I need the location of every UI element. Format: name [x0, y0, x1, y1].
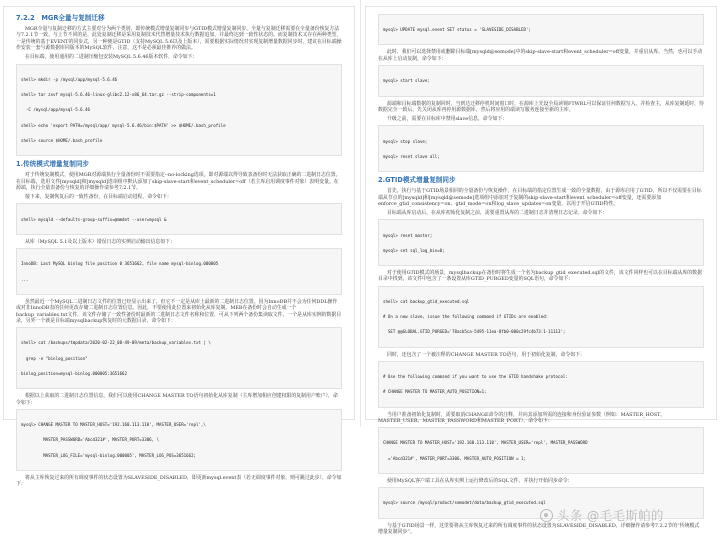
- code-line: ...: [21, 276, 29, 282]
- code-line: InnoDB: Last MySQL binlog file position 0 3651662, file name mysql-binlog.000005: [21, 261, 219, 267]
- paragraph: MGR全量与复制迁移的方式主要对分为两个类别，即传统模式增量复制同步与GTID模式增量复制同步。全量与复制迁移需要在全量备份恢复方法与7.2.1节一致。与上节不同的是，此处复制迁移是采用复制技术代替增量技术执行数据追加，并最终达到一致性状态的。而复制技术又存在两种类型，一是传统的基于EVENT的同步式，另一种便是GTID（支持MySQL 5.6以及上版本），需要根据实际情况对实现复制增量数据同步时，建议在目标端操作安装一套与源数据库同版本的MySQL软件，注意，这不是必须最佳推荐的做法。: [16, 26, 342, 52]
- paragraph: 从库（MySQL 5.1及以上版本）错误日志的实例启动输出信息如下：: [25, 238, 175, 245]
- code-block: [378, 125, 704, 172]
- paragraph: 首先，执行与基于GTID场景相同的全量备份与恢复操作，在目标端的指定位置生成一致的全量数据，由于源库启用了GTID，所以不仅需要在目标端从节点的[mysqld]和[mysqld@semode]选项组中添加对于复制的skip-slave-start和event_scheduler=off变量，还需要添加enforce_gtid_consistency=on、gtid_mode=on和log_slave_updates=on变量，以用于开启GTID特性。: [378, 188, 702, 207]
- section-title: 7.2.2 MGR全量与复制迁移: [16, 14, 105, 22]
- code-block: [378, 219, 704, 266]
- paragraph: 此时，我们可以选择禁用或删除目标端[mysqld@semode]中的skip-slave-start和event_scheduler=off变量，并重启从库。当然，也可以手动在从库上启动复制，命令如下：: [378, 49, 703, 62]
- paragraph: 接下来，复制恢复后的一致性备份，在目标端启动进程，命令如下：: [25, 194, 172, 201]
- code-line: -C /mysql/app/mysql-5.6.46: [21, 107, 91, 113]
- code-line: binlog_position=mysql-binlog.000005:3651662: [21, 371, 127, 377]
- code-line: shell> source $HOME/.bash_profile: [21, 137, 103, 143]
- paragraph: 将从主库恢复过来的所有调度事件的状态设置为SLAVESIDE_DISABLED，即更新mysql.event表（若无调度事件对象，则可跳过此步），命令如下：: [16, 474, 342, 488]
- code-line: shell> cat backup_gtid_executed.sql: [383, 298, 470, 304]
- code-line: MASTER_LOG_FILE='mysql-binlog.000005', MASTER_LOG_POS=3651662;: [21, 452, 196, 458]
- code-line: shell> echo 'export PATH=/mysql/app/ mysql-5.6.46/bin:$PATH' >> $HOME/.bash_profile: [21, 122, 226, 128]
- code-line: # On a new slave, issue the following command if GTIDs are enabled:: [383, 314, 549, 320]
- paragraph: 目标端从库启动后，在从库初始化复制之前，需要重置从库的二进制日志并清理日志记录，命令如下：: [387, 210, 608, 217]
- code-line: # Use the following command if you want to use the GTID handshake protocol:: [383, 374, 568, 380]
- subsection-title: 2.GTID模式增量复制同步: [378, 176, 456, 185]
- code-line: mysql> source /mysql/product/semodet/data/backup_gtid_executed.sql: [383, 500, 546, 506]
- paragraph: 与基于GTID场景一样，这里要将从主库恢复过来的所有调度事件的状态设置为SLAVESIDE_DISABLED，详细操作请参考7.2.2节的“传统模式增量复制同步”。: [378, 522, 700, 536]
- left-page: [3, 6, 355, 488]
- code-line: SET @@GLOBAL.GTID_PURGED='78acb5ca-5495-11ea-8fb0-000c29fc4b73:1-11113';: [383, 329, 566, 335]
- paragraph: 对于使用GTID模式的场景，mysqlbackup在备份时将生成一个名为backup_gtid_executed.sql的文件，该文件同样也可以在目标端从库的数据目录中找到，该文件中包含了一条设置从库GTID_PURGED变量的SQL语句，命令如下：: [378, 270, 702, 283]
- code-block: [378, 286, 704, 348]
- code-line: shell> tar zxvf mysql-5.6.46-linux-glibc2.12-x86_64.tar.gz --strip-components=1: [21, 92, 216, 98]
- code-line: mysql> start slave;: [383, 78, 430, 84]
- code-line: mysql> UPDATE mysql.event SET status = 'SLAVESIDE_DISABLED';: [383, 27, 531, 33]
- code-line: grep -e "binlog_position": [21, 355, 88, 361]
- code-line: shell> cat /backups/tmpdata/2020-02-22_08-49-09/meta/backup_variables.txt | \: [21, 340, 211, 346]
- code-block: [16, 248, 342, 295]
- watermark-logo-icon: [540, 509, 553, 522]
- code-block: [378, 361, 704, 408]
- code-line: CHANGE MASTER TO MASTER_HOST='192.168.113.110', MASTER_USER='repl', MASTER_PASSWORD: [383, 440, 588, 446]
- code-block: [378, 427, 704, 474]
- paragraph: 当用户准备初始化复制时，需要取消CHANGE命令的注释，并向其添加所需的连接和身份验证参数（例如：MASTER_HOST、MASTER_USER、MASTER_PASSWORD和MASTER_PORT），命令如下：: [378, 411, 666, 425]
- watermark: [540, 506, 710, 524]
- code-line: mysql> stop slave;: [383, 138, 428, 144]
- paragraph: 对于传统复制模式，使用MGR对源端执行全量备份时不需要指定--no-locking选项。即对源端以得导致表备份时无法获取正确的二进制日志位置。在目标端，选用文件[mysqld]和[mysqld]选项组中默认添加了skip-slave-start和event_scheduler=off（若主库启用调度事件对象）表明变量。在源端，执行全量表备份与恢复的详细操作请参考7.2.1节。: [16, 172, 341, 192]
- code-block: [16, 409, 342, 471]
- code-line: mysql> reset master;: [383, 232, 433, 238]
- paragraph: 使用MySQL客户端工具在从库实例上运行修改后的SQL文件，并执行开始同步命令：: [387, 478, 573, 485]
- paragraph: 升级之前，需要在目标库中禁用slave信息，命令如下：: [387, 116, 508, 123]
- page-divider: [360, 0, 361, 427]
- code-line: mysql> CHANGE MASTER TO MASTER_HOST='192.168.113.110', MASTER_USER='repl',\: [21, 422, 206, 428]
- code-line: # CHANGE MASTER TO MASTER_AUTO_POSITION=1;: [383, 389, 487, 395]
- paragraph: 在目标端，使用通用的二进制压缩包安装MySQL 5.6.46版本软件，命令如下：: [25, 54, 198, 61]
- subsection-title: 1.传统模式增量复制同步: [16, 160, 90, 169]
- paragraph: 源端和目标端数据的复制同时，当到达迁移停机时间窗口时，在源库上先设全局读锁FTWRL可以保证任何数据写入，并检查主，从库复制延时，待数据完全一致后，先关闭从库再停用源数据库，然后将应用的端读写服务连接至新的主库。: [378, 100, 704, 113]
- code-line: shell> mkdir -p /mysql/app/mysql-5.6.46: [21, 76, 118, 82]
- paragraph: 同时，还包含了一个被注释的CHANGE MASTER TO语句，用于初始化复制，命令如下：: [387, 351, 585, 358]
- code-line: shell> mysqld --defaults-group-suffix=@mmdet --user=mysql &: [21, 216, 167, 222]
- paragraph: 根据以上获取的二进制日志位置信息，我们可以使用CHANGE MASTER TO语句初始化从库复制（主库增加相应创建权限的复制用户账户），命令如下：: [16, 393, 338, 406]
- code-block: [16, 203, 342, 234]
- code-line: ='Abcd321#', MASTER_PORT=3306, MASTER_AUTO_POSITION = 1;: [383, 455, 526, 461]
- code-block: [378, 14, 704, 45]
- code-line: MASTER_PASSWORD='Abcd321#', MASTER_PORT=3306, \: [21, 437, 160, 443]
- code-line: mysql> set sql_log_bin=0;: [383, 247, 445, 253]
- code-block: [378, 65, 704, 96]
- code-line: mysql> reset slave all;: [383, 153, 440, 159]
- watermark-text: 头条 @毛毛斯帕的: [557, 508, 664, 523]
- code-block: [16, 64, 342, 157]
- paragraph: 虽然最近一个MySQL二进制日志文件的位置已经显示出来了，但它不一定是从库上最新的二进制日志位置。因为InnoDB并不会为任何DDL操作或对非InnoDB表的任何更改存储二进制日志位置信息。因此，不要使用此位置来初始化从库复制。MEB在备份时会自动生成一个backup_variables.txt文件，该文件存储了一致性备份时最新的二进制日志文件名称和位置，可从下列两个备份集读取文件，一个是从库实例的数据目录，另外一个就是目标端mysqlbackup恢复时的元数据目录，命令如下：: [16, 298, 342, 325]
- code-block: [16, 327, 342, 389]
